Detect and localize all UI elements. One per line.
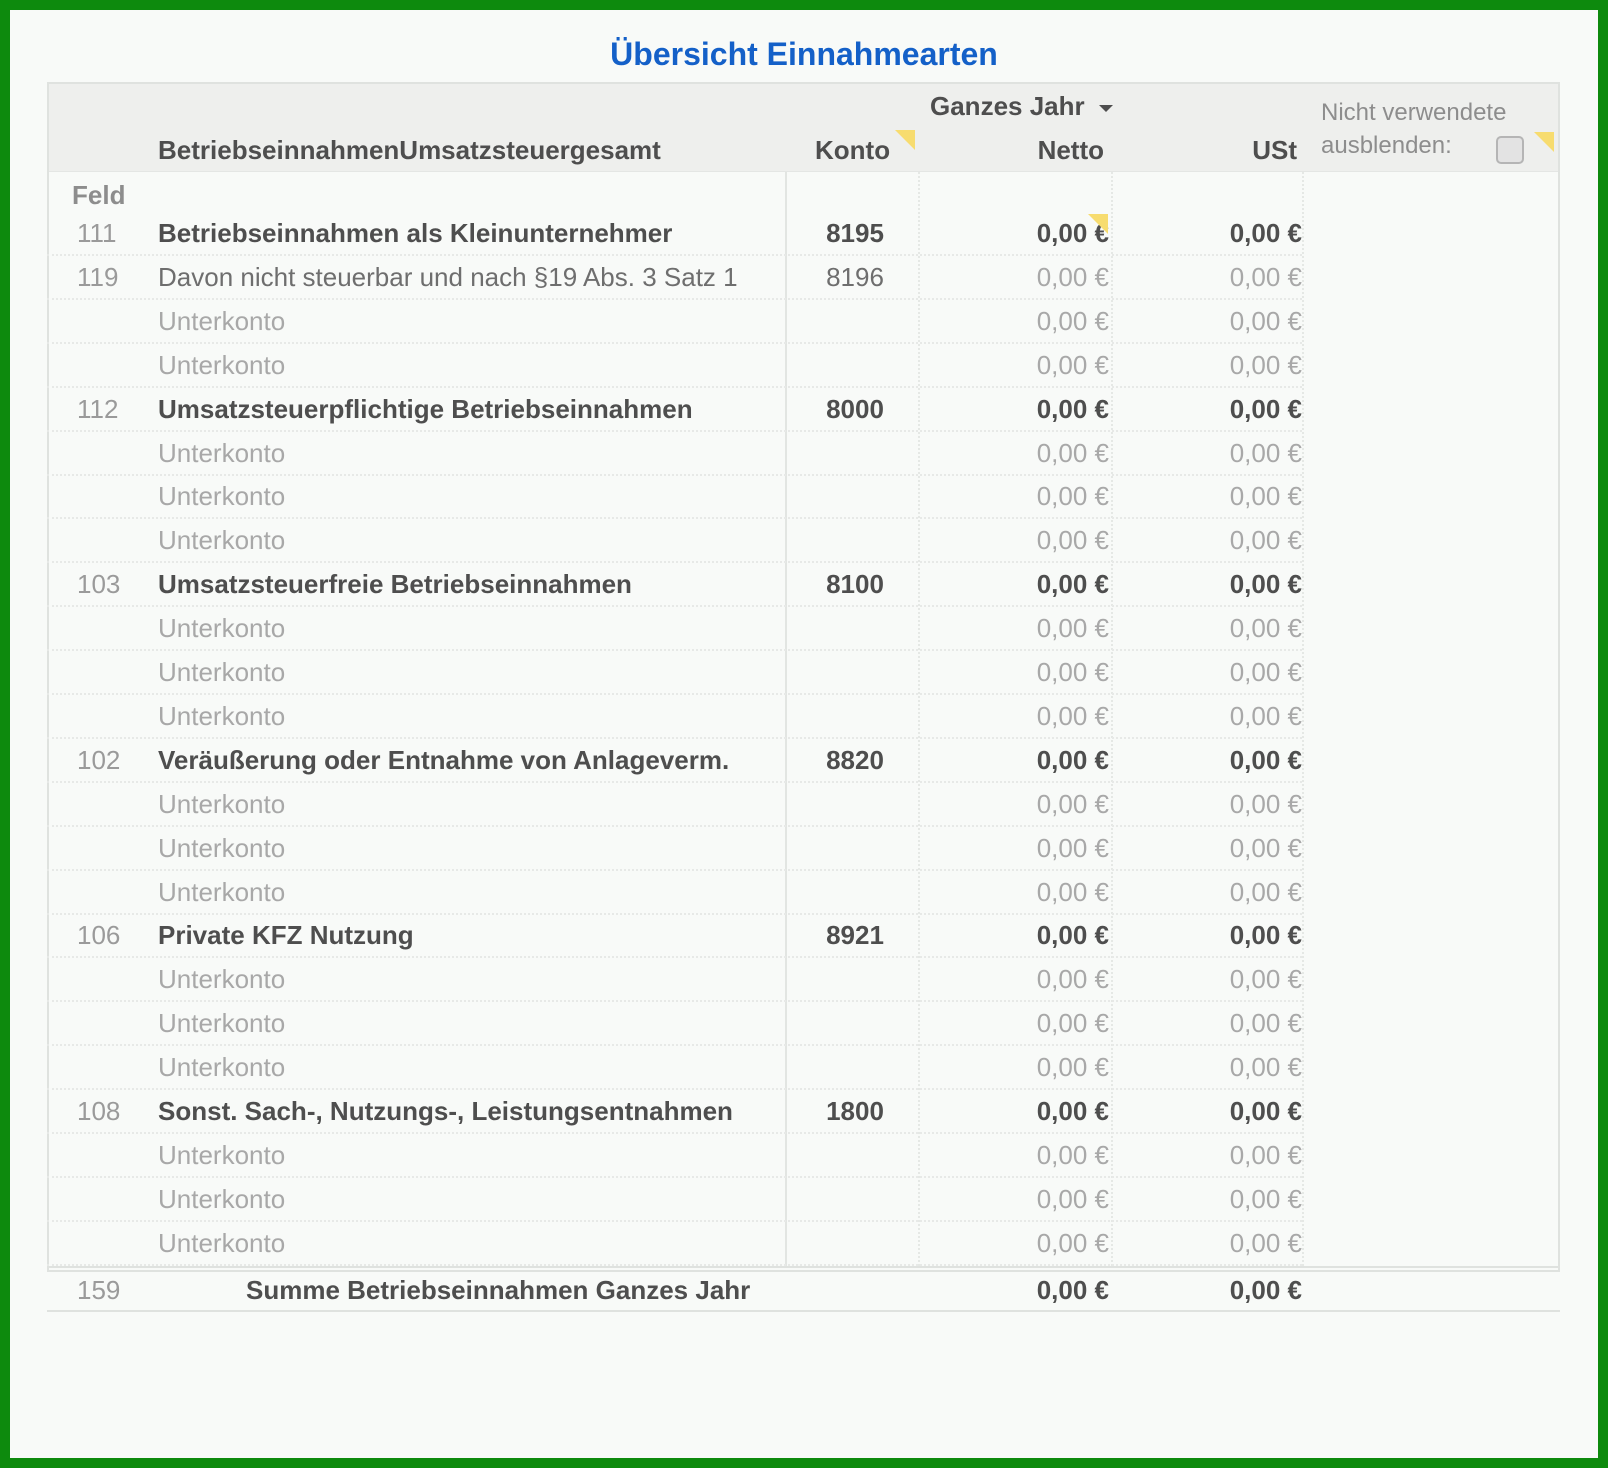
subaccount-name[interactable]: Unterkonto [158, 305, 286, 336]
ust-amount[interactable]: 0,00 € [1229, 349, 1302, 380]
table-row [47, 914, 1302, 958]
column-divider [1302, 172, 1304, 1266]
ust-amount[interactable]: 0,00 € [1229, 1227, 1302, 1258]
netto-amount[interactable]: 0,00 € [1036, 393, 1109, 424]
summary-label: Summe Betriebseinnahmen Ganzes Jahr [246, 1275, 751, 1305]
subaccount-name[interactable]: Unterkonto [158, 657, 286, 687]
subaccount-row [47, 1046, 1302, 1090]
feld-number: 111 [77, 218, 117, 248]
ust-amount[interactable]: 0,00 € [1229, 788, 1302, 819]
comment-marker-icon[interactable] [1534, 132, 1554, 152]
period-dropdown[interactable] [930, 91, 1113, 122]
table-row [47, 563, 1302, 607]
subaccount-name[interactable]: Unterkonto [158, 1008, 286, 1039]
subaccount-name[interactable]: Unterkonto [158, 876, 286, 907]
netto-amount[interactable]: 0,00 € [1036, 349, 1109, 380]
netto-amount[interactable]: 0,00 € [1036, 1008, 1109, 1039]
netto-amount[interactable]: 0,00 € [1036, 700, 1109, 731]
subaccount-name[interactable]: Unterkonto [158, 481, 286, 512]
account-number[interactable]: 8921 [826, 920, 884, 951]
netto-amount[interactable]: 0,00 € [1036, 525, 1109, 556]
feld-number: 108 [77, 1096, 121, 1126]
ust-amount[interactable]: 0,00 € [1229, 1139, 1302, 1170]
subaccount-row [47, 300, 1302, 344]
ust-amount[interactable]: 0,00 € [1229, 525, 1302, 556]
ust-amount[interactable]: 0,00 € [1229, 832, 1302, 863]
comment-marker-icon[interactable] [895, 130, 915, 150]
account-number[interactable]: 1800 [826, 1096, 884, 1126]
ust-amount[interactable]: 0,00 € [1229, 261, 1302, 292]
subaccount-row [47, 871, 1302, 915]
subaccount-row [47, 958, 1302, 1002]
subaccount-name[interactable]: Unterkonto [158, 1052, 286, 1083]
feld-column-label: Feld [72, 180, 126, 210]
ust-amount[interactable]: 0,00 € [1229, 481, 1302, 512]
netto-amount[interactable]: 0,00 € [1036, 876, 1109, 907]
ust-amount[interactable]: 0,00 € [1229, 1183, 1302, 1214]
income-type-name: Private KFZ Nutzung [158, 920, 414, 951]
ust-amount[interactable]: 0,00 € [1229, 876, 1302, 907]
feld-number: 119 [77, 261, 119, 292]
table-row [47, 739, 1302, 783]
netto-amount[interactable]: 0,00 € [1036, 788, 1109, 819]
netto-amount[interactable]: 0,00 € [1036, 920, 1109, 951]
subaccount-row [47, 783, 1302, 827]
column-header-netto: Netto [1037, 135, 1104, 165]
account-number[interactable]: 8820 [826, 744, 884, 775]
column-header-konto: Konto [815, 135, 891, 165]
netto-amount[interactable]: 0,00 € [1036, 1096, 1109, 1126]
ust-amount[interactable]: 0,00 € [1229, 305, 1302, 336]
subaccount-row [47, 432, 1302, 476]
ust-amount[interactable]: 0,00 € [1229, 657, 1302, 687]
table-row [47, 388, 1302, 432]
column-header-name: BetriebseinnahmenUmsatzsteuergesamt [158, 135, 661, 165]
subaccount-row [47, 1222, 1302, 1266]
subaccount-name[interactable]: Unterkonto [158, 349, 286, 380]
summary-netto-total: 0,00 € [1036, 1275, 1109, 1305]
netto-amount[interactable]: 0,00 € [1036, 1227, 1109, 1258]
subaccount-name[interactable]: Unterkonto [158, 1227, 286, 1258]
netto-amount[interactable]: 0,00 € [1036, 1052, 1109, 1083]
netto-amount[interactable]: 0,00 € [1036, 832, 1109, 863]
netto-amount[interactable]: 0,00 € [1036, 569, 1109, 600]
table-row [47, 256, 1302, 300]
feld-number: 102 [77, 744, 121, 775]
ust-amount[interactable]: 0,00 € [1229, 218, 1302, 248]
netto-amount[interactable]: 0,00 € [1036, 1183, 1109, 1214]
ust-amount[interactable]: 0,00 € [1229, 1096, 1302, 1126]
ust-amount[interactable]: 0,00 € [1229, 700, 1302, 731]
netto-amount[interactable]: 0,00 € [1036, 305, 1109, 336]
summary-row [47, 1266, 1560, 1312]
ust-amount[interactable]: 0,00 € [1229, 569, 1302, 600]
income-type-name: Betriebseinnahmen als Kleinunternehmer [158, 218, 673, 248]
netto-amount[interactable]: 0,00 € [1036, 744, 1109, 775]
subaccount-row [47, 344, 1302, 388]
subaccount-name[interactable]: Unterkonto [158, 832, 286, 863]
income-type-name: Umsatzsteuerfreie Betriebseinnahmen [158, 569, 632, 600]
chevron-down-icon [1099, 105, 1113, 112]
ust-amount[interactable]: 0,00 € [1229, 1052, 1302, 1083]
subaccount-row [47, 475, 1302, 519]
ust-amount[interactable]: 0,00 € [1229, 1008, 1302, 1039]
page-title: Übersicht Einnahmearten [610, 36, 998, 72]
income-type-name: Davon nicht steuerbar und nach §19 Abs. 3 Satz 1 [158, 261, 738, 292]
column-header-ust: USt [1252, 135, 1297, 165]
account-number[interactable]: 8196 [826, 261, 884, 292]
subaccount-name[interactable]: Unterkonto [158, 1139, 286, 1170]
netto-amount[interactable]: 0,00 € [1036, 261, 1109, 292]
summary-ust-total: 0,00 € [1229, 1275, 1302, 1305]
subaccount-name[interactable]: Unterkonto [158, 437, 286, 468]
netto-amount[interactable]: 0,00 € [1036, 964, 1109, 995]
netto-amount[interactable]: 0,00 € [1036, 218, 1109, 248]
feld-number: 103 [77, 569, 121, 600]
netto-amount[interactable]: 0,00 € [1036, 657, 1109, 687]
period-dropdown-label: Ganzes Jahr [930, 91, 1085, 121]
subaccount-name[interactable]: Unterkonto [158, 525, 286, 556]
subaccount-name[interactable]: Unterkonto [158, 964, 286, 995]
ust-amount[interactable]: 0,00 € [1229, 744, 1302, 775]
income-type-name: Veräußerung oder Entnahme von Anlageverm. [158, 744, 730, 775]
netto-amount[interactable]: 0,00 € [1036, 437, 1109, 468]
hide-unused-label: Nicht verwendete ausblenden: [1321, 99, 1507, 159]
subaccount-row [47, 1178, 1302, 1222]
account-number[interactable]: 8100 [826, 569, 884, 600]
subaccount-row [47, 695, 1302, 739]
feld-number: 112 [77, 393, 119, 424]
subaccount-name[interactable]: Unterkonto [158, 700, 286, 731]
netto-amount[interactable]: 0,00 € [1036, 613, 1109, 644]
subaccount-row [47, 1134, 1302, 1178]
summary-feld-number: 159 [77, 1275, 121, 1305]
subaccount-row [47, 1002, 1302, 1046]
subaccount-row [47, 519, 1302, 563]
account-number[interactable]: 8195 [826, 218, 884, 248]
ust-amount[interactable]: 0,00 € [1229, 920, 1302, 951]
income-type-name: Sonst. Sach-, Nutzungs-, Leistungsentnahmen [158, 1096, 733, 1126]
netto-amount[interactable]: 0,00 € [1036, 1139, 1109, 1170]
income-type-name: Umsatzsteuerpflichtige Betriebseinnahmen [158, 393, 693, 424]
ust-amount[interactable]: 0,00 € [1229, 964, 1302, 995]
netto-amount[interactable]: 0,00 € [1036, 481, 1109, 512]
subaccount-name[interactable]: Unterkonto [158, 613, 286, 644]
subaccount-row [47, 827, 1302, 871]
subaccount-name[interactable]: Unterkonto [158, 1183, 286, 1214]
hide-unused-checkbox[interactable] [1496, 136, 1524, 164]
account-number[interactable]: 8000 [826, 393, 884, 424]
ust-amount[interactable]: 0,00 € [1229, 393, 1302, 424]
subaccount-row [47, 651, 1302, 695]
comment-marker-icon[interactable] [1088, 214, 1108, 234]
subaccount-name[interactable]: Unterkonto [158, 788, 286, 819]
ust-amount[interactable]: 0,00 € [1229, 613, 1302, 644]
table-row [47, 1090, 1302, 1134]
subaccount-row [47, 607, 1302, 651]
ust-amount[interactable]: 0,00 € [1229, 437, 1302, 468]
feld-number: 106 [77, 920, 121, 951]
table-row [47, 212, 1302, 256]
